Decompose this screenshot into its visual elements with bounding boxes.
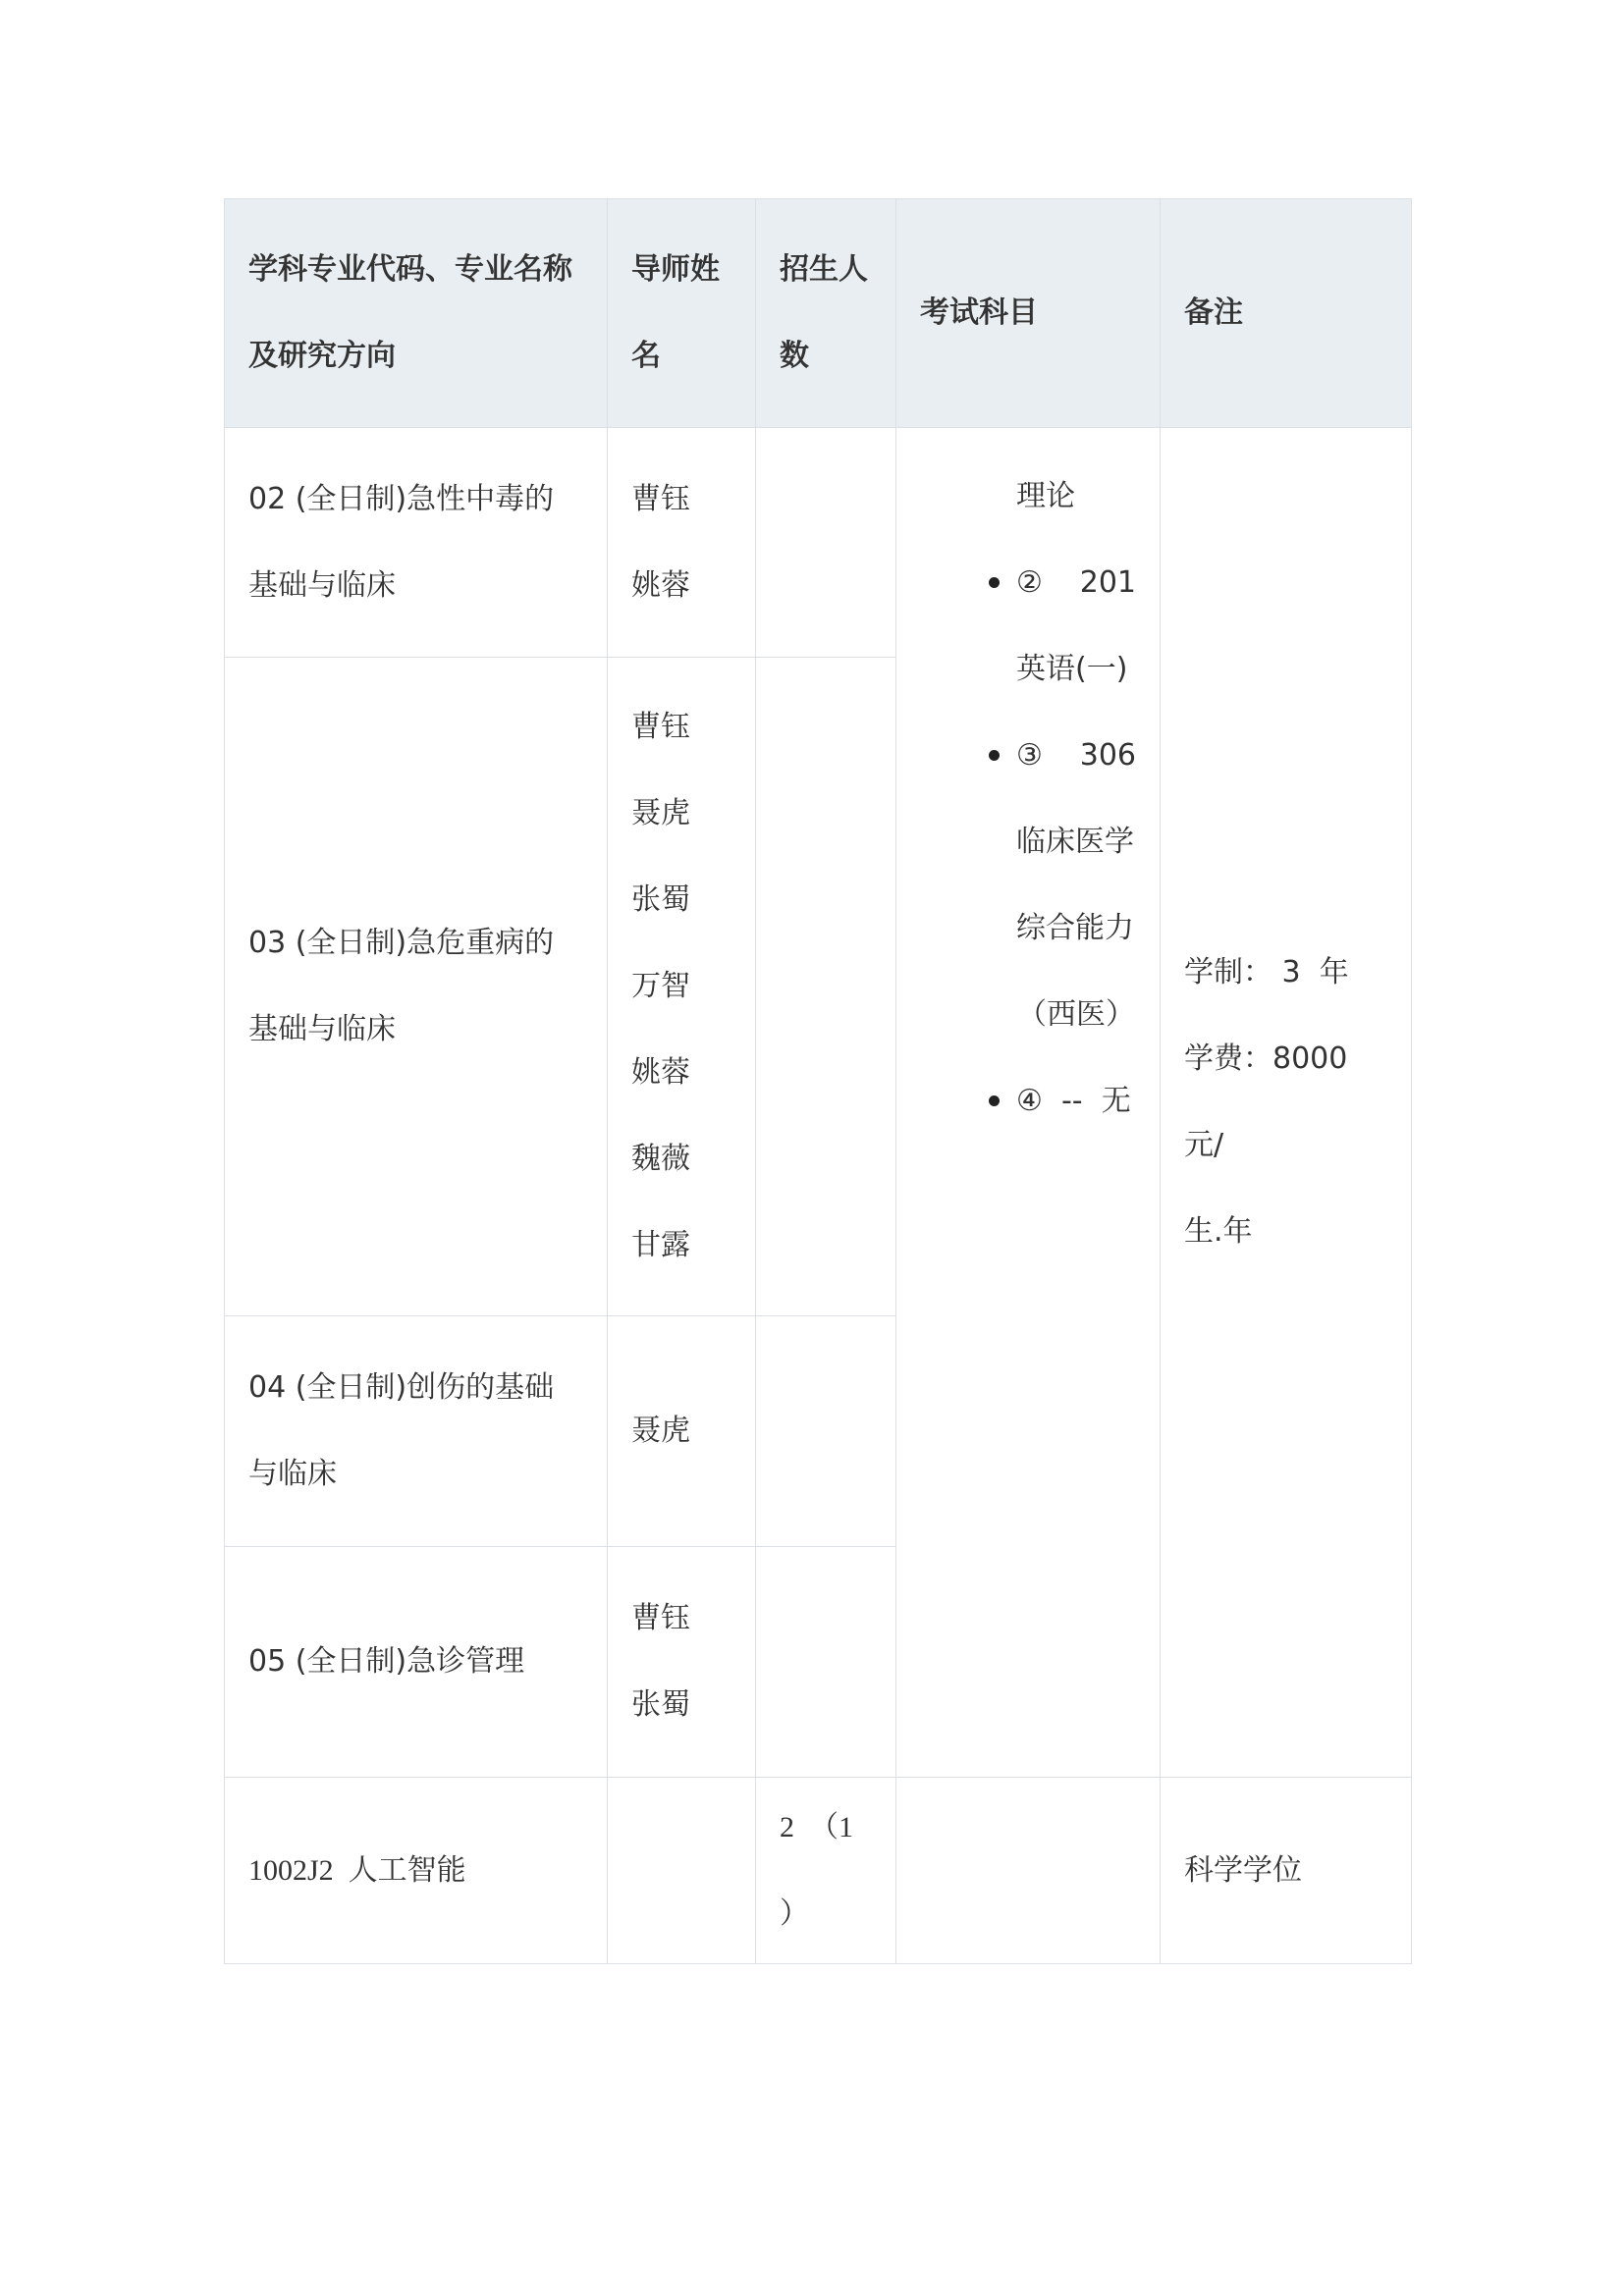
exam-subject-code-line	[1016, 713, 1136, 799]
exam-subject-name: 无	[1101, 1084, 1131, 1118]
advisor-name: 张蜀	[631, 882, 690, 917]
advisor-name: 聂虎	[631, 796, 690, 830]
exam-subject-number: ③	[1016, 738, 1043, 773]
exam-subject-name-line: 临床医学	[1016, 825, 1134, 859]
advisor-name: 曹钰	[631, 710, 690, 744]
header-quota: 招生人数	[756, 199, 896, 428]
major-cell: 04 (全日制)创伤的基础与临床	[225, 1316, 608, 1547]
exam-subject-code: 306	[1079, 738, 1136, 773]
note-duration: 学制： 3 年	[1184, 955, 1349, 989]
advisor-cell	[608, 1316, 756, 1547]
header-major: 学科专业代码、专业名称及研究方向	[225, 199, 608, 428]
advisor-name: 姚蓉	[631, 1055, 690, 1090]
quota-cell	[756, 1547, 896, 1778]
quota-cell	[756, 1778, 896, 1964]
quota-cell	[756, 1316, 896, 1547]
degree-type-cell: 科学学位	[1161, 1778, 1412, 1964]
advisor-cell	[608, 1778, 756, 1964]
advisor-name: 曹钰	[631, 481, 690, 516]
advisor-name: 曹钰	[631, 1601, 690, 1635]
header-note: 备注	[1161, 199, 1412, 428]
note-cell	[1161, 428, 1412, 1778]
advisor-name: 甘露	[631, 1228, 690, 1262]
advisor-cell	[608, 658, 756, 1316]
advisor-name: 张蜀	[631, 1687, 690, 1722]
exam-subject-code: 201	[1079, 565, 1136, 600]
exam-subject-code-line	[1016, 1058, 1136, 1145]
exam-subject-code: --	[1060, 1084, 1083, 1118]
list-item	[920, 540, 1136, 713]
exam-subject-name: 英语(一)	[1016, 652, 1128, 686]
major-cell: 03 (全日制)急危重病的基础与临床	[225, 658, 608, 1316]
quota-cell	[756, 428, 896, 658]
advisor-name: 聂虎	[631, 1414, 690, 1448]
table-header-row	[225, 199, 1412, 428]
exam-subjects-cell	[896, 428, 1161, 1778]
header-exam: 考试科目	[896, 199, 1161, 428]
list-item	[920, 713, 1136, 1058]
exam-subjects-cell	[896, 1778, 1161, 1964]
major-cell: 1002J2 人工智能	[225, 1778, 608, 1964]
exam-subject-name-line: （西医）	[1017, 997, 1135, 1032]
header-advisor: 导师姓名	[608, 199, 756, 428]
list-item	[920, 1058, 1136, 1145]
admissions-table	[224, 198, 1412, 1964]
advisor-name: 万智	[631, 969, 690, 1003]
advisor-name: 姚蓉	[631, 567, 690, 603]
exam-subject-number: ④	[1016, 1084, 1043, 1118]
major-cell: 05 (全日制)急诊管理	[225, 1547, 608, 1778]
advisor-cell	[608, 1547, 756, 1778]
exam-subject-number: ②	[1016, 565, 1043, 600]
quota-cell	[756, 658, 896, 1316]
major-cell: 02 (全日制)急性中毒的基础与临床	[225, 428, 608, 658]
quota-line: ）	[780, 1896, 809, 1930]
exam-subject-list	[920, 540, 1136, 1145]
table-row	[225, 428, 1412, 658]
advisor-name: 魏薇	[631, 1142, 690, 1176]
note-tuition-unit: 生.年	[1184, 1214, 1253, 1249]
note-tuition: 学费：8000 元/	[1184, 1041, 1348, 1162]
advisor-cell	[608, 428, 756, 658]
table-row	[225, 1778, 1412, 1964]
exam-subject-name-line: 综合能力	[1016, 911, 1134, 945]
exam-theory-label: 理论	[1016, 479, 1075, 513]
quota-line: 2 （1	[780, 1810, 853, 1843]
exam-subject-code-line	[1016, 540, 1136, 626]
